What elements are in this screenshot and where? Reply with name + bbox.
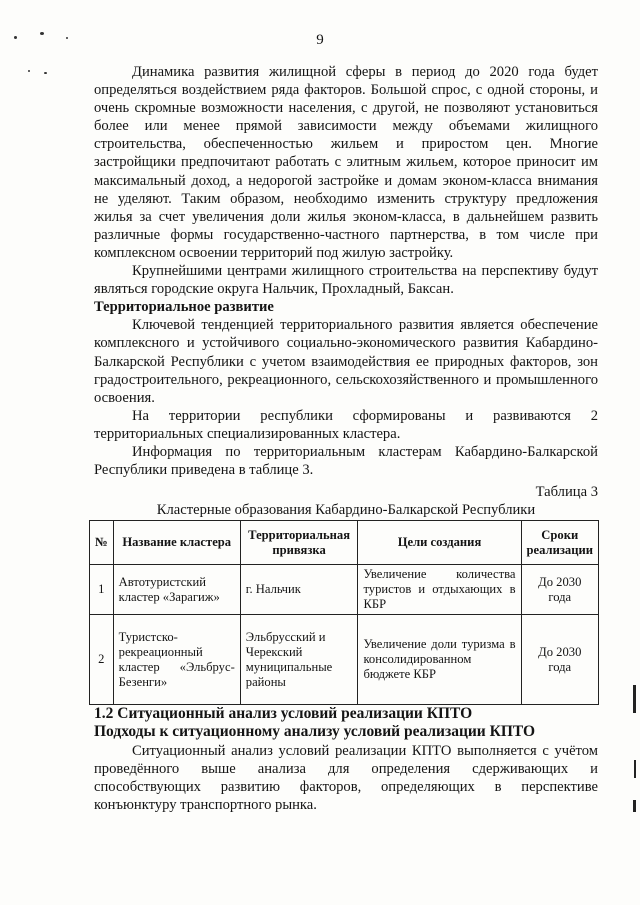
clusters-table xyxy=(89,520,599,705)
header-territorial-binding: Территориальная привязка xyxy=(240,521,358,565)
paragraph-situational-analysis: Ситуационный анализ условий реализации КПТО выполняется с учётом проведённого выше анализа для определения сдерживающих и способствующих развитию факторов, определяющих в перспективе конъюнктуру транспортного рынка. xyxy=(94,742,598,813)
cell-goal: Увеличение количества туристов и отдыхающих в КБР xyxy=(358,565,521,615)
scan-speck xyxy=(66,37,68,39)
cell-goal: Увеличение доли туризма в консолидированном бюджете КБР xyxy=(358,615,521,705)
table-row xyxy=(90,565,599,615)
cell-number: 1 xyxy=(90,565,114,615)
scan-edge-mark xyxy=(633,800,636,812)
heading-section-1-2: 1.2 Ситуационный анализ условий реализации КПТО xyxy=(94,705,473,723)
paragraph-table-reference: Информация по территориальным кластерам Кабардино-Балкарской Республики приведена в таблице 3. xyxy=(94,443,598,479)
page-number: 9 xyxy=(316,32,324,48)
scan-speck xyxy=(14,36,17,39)
table-row xyxy=(90,615,599,705)
paragraph-housing-dynamics: Динамика развития жилищной сферы в период до 2020 года будет определяться воздействием ряда факторов. Большой спрос, с одной стороны, и очень скромные возможности населения, с другой, не позволяют установиться более или менее прямой зависимости между объемами жилищного строительства, обеспеченностью жильем и приростом цен. Многие застройщики предпочитают работать с элитным жильем, которое приносит им максимальный доход, а недорогой застройке и домам эконом-класса внимания не уделяют. Таким образом, необходимо изменить структуру предложения жилья за счет увеличения доли жилья эконом-класса, в дальнейшем развить различные формы государственно-частного партнерства, в том числе при комплексном освоении территорий под жилую застройку. xyxy=(94,64,598,261)
subheading-approaches: Подходы к ситуационному анализу условий реализации КПТО xyxy=(94,723,536,741)
cell-term: До 2030 года xyxy=(521,615,598,705)
paragraph-housing-centers: Крупнейшими центрами жилищного строительства на перспективу будут являться городские округа Нальчик, Прохладный, Баксан. xyxy=(94,263,598,298)
cell-territorial-binding: г. Нальчик xyxy=(240,565,358,615)
scan-speck xyxy=(28,70,30,72)
cell-cluster-name: Туристско-рекреационный кластер «Эльбрус-Безенги» xyxy=(113,615,240,705)
cell-cluster-name: Автотуристский кластер «Зарагиж» xyxy=(113,565,240,615)
cell-number: 2 xyxy=(90,615,114,705)
header-cluster-name: Название кластера xyxy=(113,521,240,565)
scan-edge-mark xyxy=(634,760,636,778)
header-number: № xyxy=(90,521,114,565)
heading-territorial-development: Территориальное развитие xyxy=(94,299,274,316)
scan-edge-mark xyxy=(633,685,636,713)
scan-speck xyxy=(44,72,47,74)
document-body xyxy=(94,63,598,814)
header-terms: Сроки реализации xyxy=(521,521,598,565)
table-label: Таблица 3 xyxy=(535,484,598,501)
header-goals: Цели создания xyxy=(358,521,521,565)
cell-territorial-binding: Эльбрусский и Черекский муниципальные районы xyxy=(240,615,358,705)
scan-speck xyxy=(40,32,44,35)
table-header-row xyxy=(90,521,599,565)
paragraph-clusters-count: На территории республики сформированы и развиваются 2 территориальных специализированных кластера. xyxy=(94,407,598,442)
table-title: Кластерные образования Кабардино-Балкарской Республики xyxy=(156,502,536,519)
cell-term: До 2030 года xyxy=(521,565,598,615)
paragraph-territorial-trend: Ключевой тенденцией территориального развития является обеспечение комплексного и устойчивого социально-экономического развития Кабардино-Балкарской Республики с учетом взаимодействия ее природных факторов, зон градостроительного, рекреационного, сельскохозяйственного и промышленного освоения. xyxy=(94,317,598,406)
